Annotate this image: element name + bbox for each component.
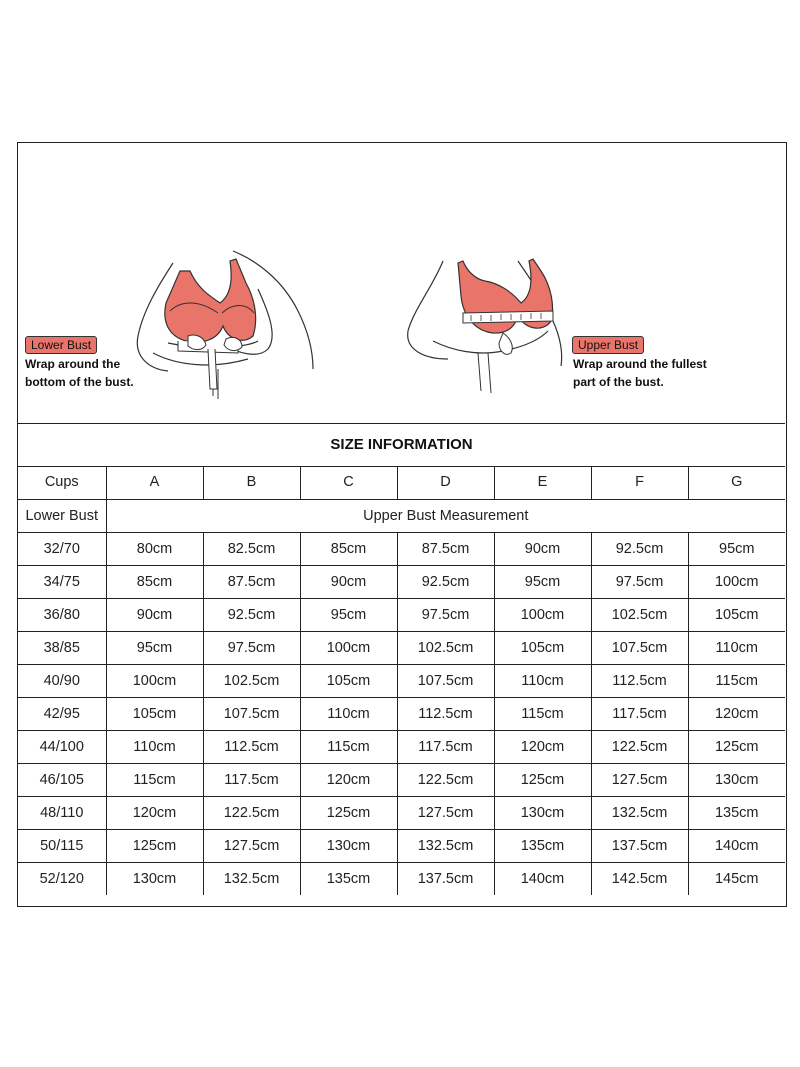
lower-bust-size-cell: 32/70 (18, 532, 106, 565)
upper-bust-value-cell: 92.5cm (203, 598, 300, 631)
upper-bust-value-cell: 115cm (300, 730, 397, 763)
lower-bust-size-cell: 36/80 (18, 598, 106, 631)
lower-bust-size-cell: 46/105 (18, 763, 106, 796)
upper-bust-value-cell: 135cm (300, 862, 397, 895)
upper-bust-value-cell: 132.5cm (203, 862, 300, 895)
size-table (18, 466, 785, 895)
lower-bust-size-cell: 52/120 (18, 862, 106, 895)
upper-bust-value-cell: 115cm (688, 664, 785, 697)
upper-bust-value-cell: 105cm (688, 598, 785, 631)
upper-bust-value-cell: 90cm (300, 565, 397, 598)
upper-bust-value-cell: 95cm (688, 532, 785, 565)
upper-bust-measurement-label: Upper Bust Measurement (106, 499, 785, 532)
cup-header: F (591, 466, 688, 499)
upper-bust-value-cell: 80cm (106, 532, 203, 565)
table-row (18, 796, 785, 829)
cups-header-row (18, 466, 785, 499)
upper-bust-value-cell: 87.5cm (203, 565, 300, 598)
table-row (18, 565, 785, 598)
size-information-title: SIZE INFORMATION (18, 423, 785, 467)
cup-header: A (106, 466, 203, 499)
table-row (18, 598, 785, 631)
upper-bust-value-cell: 110cm (300, 697, 397, 730)
cup-header: C (300, 466, 397, 499)
upper-bust-value-cell: 125cm (494, 763, 591, 796)
table-row (18, 763, 785, 796)
upper-bust-value-cell: 92.5cm (397, 565, 494, 598)
upper-bust-value-cell: 132.5cm (397, 829, 494, 862)
upper-bust-value-cell: 97.5cm (203, 631, 300, 664)
upper-bust-value-cell: 130cm (494, 796, 591, 829)
table-row (18, 829, 785, 862)
measurement-header-row (18, 499, 785, 532)
upper-bust-tag: Upper Bust (572, 336, 644, 354)
upper-bust-value-cell: 90cm (106, 598, 203, 631)
upper-bust-value-cell: 82.5cm (203, 532, 300, 565)
cups-label: Cups (18, 466, 106, 499)
upper-bust-value-cell: 117.5cm (397, 730, 494, 763)
cup-header: G (688, 466, 785, 499)
upper-bust-figure (403, 241, 583, 401)
upper-bust-value-cell: 127.5cm (591, 763, 688, 796)
upper-bust-value-cell: 117.5cm (203, 763, 300, 796)
upper-bust-value-cell: 105cm (494, 631, 591, 664)
upper-bust-value-cell: 85cm (106, 565, 203, 598)
upper-bust-value-cell: 127.5cm (397, 796, 494, 829)
upper-bust-value-cell: 105cm (106, 697, 203, 730)
upper-bust-value-cell: 110cm (106, 730, 203, 763)
lower-bust-description (25, 355, 185, 391)
upper-bust-value-cell: 87.5cm (397, 532, 494, 565)
upper-bust-value-cell: 107.5cm (203, 697, 300, 730)
upper-bust-desc-line1: Wrap around the fullest (573, 357, 707, 371)
lower-bust-size-cell: 38/85 (18, 631, 106, 664)
upper-bust-value-cell: 112.5cm (397, 697, 494, 730)
upper-bust-value-cell: 137.5cm (397, 862, 494, 895)
upper-bust-value-cell: 145cm (688, 862, 785, 895)
table-row (18, 631, 785, 664)
upper-bust-value-cell: 122.5cm (591, 730, 688, 763)
upper-bust-value-cell: 110cm (494, 664, 591, 697)
lower-bust-size-cell: 50/115 (18, 829, 106, 862)
upper-bust-value-cell: 120cm (300, 763, 397, 796)
lower-bust-size-cell: 40/90 (18, 664, 106, 697)
upper-bust-value-cell: 115cm (494, 697, 591, 730)
upper-bust-value-cell: 112.5cm (203, 730, 300, 763)
lower-bust-desc-line2: bottom of the bust. (25, 375, 134, 389)
upper-bust-value-cell: 95cm (300, 598, 397, 631)
lower-bust-desc-line1: Wrap around the (25, 357, 121, 371)
upper-bust-value-cell: 120cm (688, 697, 785, 730)
upper-bust-value-cell: 100cm (494, 598, 591, 631)
upper-bust-value-cell: 132.5cm (591, 796, 688, 829)
measurement-illustration (18, 143, 785, 424)
upper-bust-value-cell: 122.5cm (397, 763, 494, 796)
size-chart-sheet (17, 142, 787, 907)
upper-bust-drawing (403, 241, 583, 401)
upper-bust-value-cell: 107.5cm (397, 664, 494, 697)
lower-bust-size-cell: 42/95 (18, 697, 106, 730)
upper-bust-value-cell: 130cm (688, 763, 785, 796)
upper-bust-value-cell: 140cm (494, 862, 591, 895)
upper-bust-description (573, 355, 733, 391)
upper-bust-value-cell: 95cm (106, 631, 203, 664)
upper-bust-value-cell: 125cm (688, 730, 785, 763)
upper-bust-value-cell: 107.5cm (591, 631, 688, 664)
table-row (18, 532, 785, 565)
upper-bust-value-cell: 100cm (300, 631, 397, 664)
upper-bust-value-cell: 142.5cm (591, 862, 688, 895)
upper-bust-value-cell: 90cm (494, 532, 591, 565)
lower-bust-size-cell: 44/100 (18, 730, 106, 763)
upper-bust-value-cell: 140cm (688, 829, 785, 862)
upper-bust-value-cell: 135cm (688, 796, 785, 829)
upper-bust-value-cell: 85cm (300, 532, 397, 565)
upper-bust-value-cell: 97.5cm (397, 598, 494, 631)
upper-bust-value-cell: 130cm (106, 862, 203, 895)
upper-bust-value-cell: 120cm (106, 796, 203, 829)
upper-bust-value-cell: 102.5cm (397, 631, 494, 664)
upper-bust-value-cell: 105cm (300, 664, 397, 697)
upper-bust-value-cell: 97.5cm (591, 565, 688, 598)
upper-bust-value-cell: 130cm (300, 829, 397, 862)
lower-bust-size-cell: 48/110 (18, 796, 106, 829)
upper-bust-value-cell: 110cm (688, 631, 785, 664)
lower-bust-size-cell: 34/75 (18, 565, 106, 598)
lower-bust-label: Lower Bust (18, 499, 106, 532)
upper-bust-value-cell: 115cm (106, 763, 203, 796)
cup-header: B (203, 466, 300, 499)
upper-bust-value-cell: 127.5cm (203, 829, 300, 862)
upper-bust-value-cell: 137.5cm (591, 829, 688, 862)
upper-bust-desc-line2: part of the bust. (573, 375, 664, 389)
cup-header: D (397, 466, 494, 499)
table-row (18, 697, 785, 730)
upper-bust-value-cell: 92.5cm (591, 532, 688, 565)
upper-bust-value-cell: 102.5cm (591, 598, 688, 631)
upper-bust-value-cell: 125cm (106, 829, 203, 862)
cup-header: E (494, 466, 591, 499)
upper-bust-value-cell: 102.5cm (203, 664, 300, 697)
upper-bust-value-cell: 100cm (106, 664, 203, 697)
upper-bust-value-cell: 122.5cm (203, 796, 300, 829)
table-row (18, 730, 785, 763)
table-row (18, 862, 785, 895)
upper-bust-value-cell: 120cm (494, 730, 591, 763)
upper-bust-value-cell: 112.5cm (591, 664, 688, 697)
lower-bust-tag: Lower Bust (25, 336, 97, 354)
upper-bust-value-cell: 117.5cm (591, 697, 688, 730)
table-row (18, 664, 785, 697)
upper-bust-value-cell: 135cm (494, 829, 591, 862)
upper-bust-value-cell: 125cm (300, 796, 397, 829)
upper-bust-value-cell: 100cm (688, 565, 785, 598)
upper-bust-value-cell: 95cm (494, 565, 591, 598)
